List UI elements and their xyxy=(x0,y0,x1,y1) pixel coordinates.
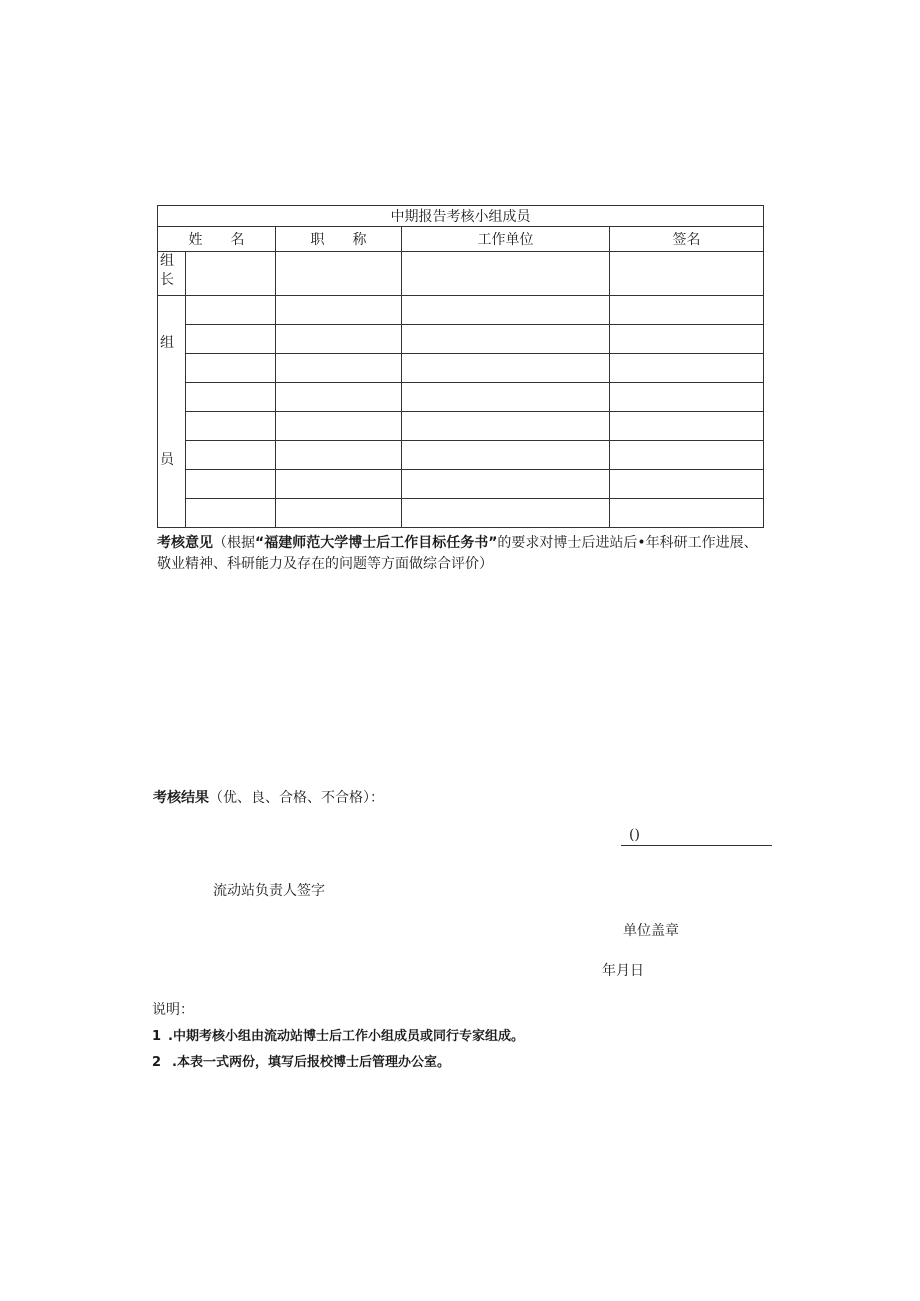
member-row xyxy=(158,325,764,354)
leader-title-cell[interactable] xyxy=(276,252,402,296)
member-signature-cell[interactable] xyxy=(610,325,764,354)
opinion-text-a: （根据 xyxy=(213,535,255,551)
member-name-cell[interactable] xyxy=(186,470,276,499)
member-unit-cell[interactable] xyxy=(402,325,610,354)
member-row xyxy=(158,296,764,325)
member-name-cell[interactable] xyxy=(186,325,276,354)
member-title-cell[interactable] xyxy=(276,441,402,470)
unit-seal: 单位盖章 xyxy=(623,923,679,939)
header-title: 职 称 xyxy=(276,227,402,252)
leader-name-cell[interactable] xyxy=(186,252,276,296)
member-name-cell[interactable] xyxy=(186,296,276,325)
header-unit: 工作单位 xyxy=(402,227,610,252)
member-row xyxy=(158,412,764,441)
member-name-cell[interactable] xyxy=(186,499,276,528)
member-unit-cell[interactable] xyxy=(402,354,610,383)
result-label: 考核结果 xyxy=(153,790,209,806)
member-row xyxy=(158,470,764,499)
member-title-cell[interactable] xyxy=(276,499,402,528)
member-name-cell[interactable] xyxy=(186,354,276,383)
result-field[interactable] xyxy=(621,827,772,846)
member-row xyxy=(158,441,764,470)
leader-unit-cell[interactable] xyxy=(402,252,610,296)
member-name-cell[interactable] xyxy=(186,412,276,441)
member-label: 组 员 xyxy=(158,296,186,528)
member-unit-cell[interactable] xyxy=(402,412,610,441)
member-name-cell[interactable] xyxy=(186,441,276,470)
member-title-cell[interactable] xyxy=(276,296,402,325)
opinion-doc-name: “福建师范大学博士后工作目标任务书” xyxy=(255,535,498,551)
member-signature-cell[interactable] xyxy=(610,354,764,383)
member-row xyxy=(158,354,764,383)
result-line xyxy=(153,787,384,807)
member-signature-cell[interactable] xyxy=(610,499,764,528)
leader-row xyxy=(158,252,764,296)
member-title-cell[interactable] xyxy=(276,354,402,383)
member-unit-cell[interactable] xyxy=(402,296,610,325)
member-unit-cell[interactable] xyxy=(402,383,610,412)
member-signature-cell[interactable] xyxy=(610,383,764,412)
table-title: 中期报告考核小组成员 xyxy=(158,206,764,227)
note-item: 2 .本表一式两份，填写后报校博士后管理办公室。 xyxy=(152,1055,450,1070)
member-title-cell[interactable] xyxy=(276,412,402,441)
date-line: 年月日 xyxy=(602,963,644,979)
notes-heading: 说明： xyxy=(152,1002,194,1018)
member-title-cell[interactable] xyxy=(276,470,402,499)
header-signature: 签名 xyxy=(610,227,764,252)
assessment-panel-table xyxy=(157,205,764,528)
member-unit-cell[interactable] xyxy=(402,470,610,499)
member-signature-cell[interactable] xyxy=(610,296,764,325)
member-title-cell[interactable] xyxy=(276,383,402,412)
member-title-cell[interactable] xyxy=(276,325,402,354)
member-unit-cell[interactable] xyxy=(402,441,610,470)
opinion-text-b: 的要求对博士后进站后•年科研工作进展、敬业精神、科研能力及存在的问题等方面做综合评价） xyxy=(157,535,758,572)
result-paren: () xyxy=(629,827,640,843)
opinion-label: 考核意见 xyxy=(157,535,213,551)
leader-label: 组 长 xyxy=(158,252,186,296)
note-item: 1 .中期考核小组由流动站博士后工作小组成员或同行专家组成。 xyxy=(152,1029,524,1044)
opinion-paragraph xyxy=(157,533,769,575)
member-signature-cell[interactable] xyxy=(610,441,764,470)
result-options: （优、良、合格、不合格）： xyxy=(209,790,384,806)
member-name-cell[interactable] xyxy=(186,383,276,412)
member-signature-cell[interactable] xyxy=(610,412,764,441)
member-signature-cell[interactable] xyxy=(610,470,764,499)
header-name: 姓 名 xyxy=(158,227,276,252)
member-row xyxy=(158,383,764,412)
member-row xyxy=(158,499,764,528)
leader-signature-cell[interactable] xyxy=(610,252,764,296)
station-head-signature: 流动站负责人签字 xyxy=(213,883,325,899)
member-unit-cell[interactable] xyxy=(402,499,610,528)
